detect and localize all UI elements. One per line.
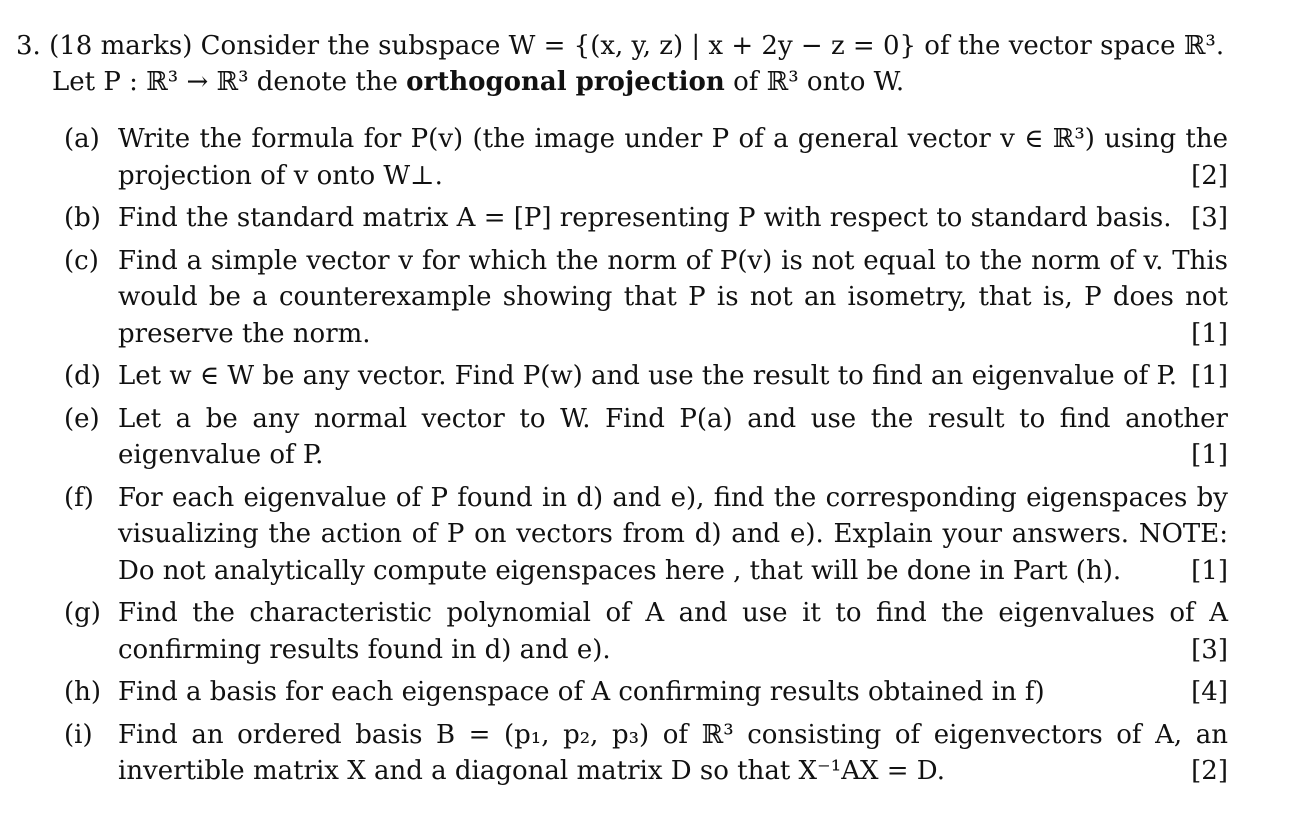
- part-marks: [1]: [1191, 440, 1228, 470]
- part-g: [64, 595, 1228, 668]
- question-number: 3.: [16, 31, 41, 61]
- part-text: Find a simple vector v for which the norm of P(v) is not equal to the norm of v. This would be a counterexample showing that P is not an isometry, that is, P does not preserve the norm.: [118, 245, 1228, 349]
- question-intro-line1: (18 marks) Consider the subspace W = {(x, y, z) | x + 2y − z = 0} of the vector space ℝ³.: [49, 31, 1225, 61]
- part-b: [64, 200, 1228, 237]
- part-text: Let a be any normal vector to W. Find P(a) and use the result to find another eigenvalue of P.: [118, 403, 1228, 470]
- part-text: For each eigenvalue of P found in d) and e), find the corresponding eigenspaces by visualizing the action of P on vectors from d) and e). Explain your answers. NOTE: Do not analytically compute eigenspaces here , that will be done in Part (h).: [118, 482, 1228, 586]
- question-parts-list: [64, 121, 1228, 796]
- part-label: (c): [64, 245, 99, 276]
- part-text: Find the standard matrix A = [P] representing P with respect to standard basis.: [118, 203, 1172, 233]
- part-i: [64, 717, 1228, 790]
- part-text: Find the characteristic polynomial of A and use it to find the eigenvalues of A confirming results found in d) and e).: [118, 598, 1228, 665]
- part-marks: [1]: [1191, 555, 1228, 586]
- question-header: [16, 28, 1228, 100]
- part-text: Let w ∈ W be any vector. Find P(w) and use the result to find an eigenvalue of P.: [118, 361, 1177, 391]
- part-label: (h): [64, 677, 102, 707]
- part-marks: [3]: [1191, 634, 1228, 665]
- part-marks: [1]: [1191, 318, 1228, 349]
- part-h: [64, 674, 1228, 711]
- part-text: Find an ordered basis B = (p₁, p₂, p₃) of ℝ³ consisting of eigenvectors of A, an invertible matrix X and a diagonal matrix D so that X⁻¹AX = D.: [118, 719, 1228, 786]
- part-label: (b): [64, 203, 101, 233]
- part-marks: [4]: [1191, 677, 1228, 707]
- question-intro-line2-pre: Let P : ℝ³ → ℝ³ denote the: [52, 67, 407, 97]
- part-marks: [1]: [1191, 361, 1228, 391]
- part-marks: [2]: [1191, 160, 1228, 191]
- part-label: (f): [64, 482, 94, 513]
- part-e: [64, 401, 1228, 474]
- part-marks: [2]: [1191, 756, 1228, 786]
- part-a: [64, 121, 1228, 194]
- part-marks: [3]: [1191, 203, 1228, 233]
- part-label: (d): [64, 361, 101, 391]
- part-label: (a): [64, 124, 100, 154]
- part-label: (e): [64, 403, 100, 434]
- part-d: [64, 358, 1228, 395]
- part-label: (g): [64, 598, 101, 628]
- question-intro-bold: orthogonal projection: [406, 67, 725, 97]
- part-c: [64, 243, 1228, 353]
- question-intro-line2-post: of ℝ³ onto W.: [724, 67, 905, 97]
- part-f: [64, 480, 1228, 590]
- part-text: Write the formula for P(v) (the image under P of a general vector v ∈ ℝ³) using the projection of v onto W⊥.: [118, 124, 1228, 191]
- part-label: (i): [64, 719, 93, 750]
- part-text: Find a basis for each eigenspace of A confirming results obtained in f): [118, 677, 1045, 707]
